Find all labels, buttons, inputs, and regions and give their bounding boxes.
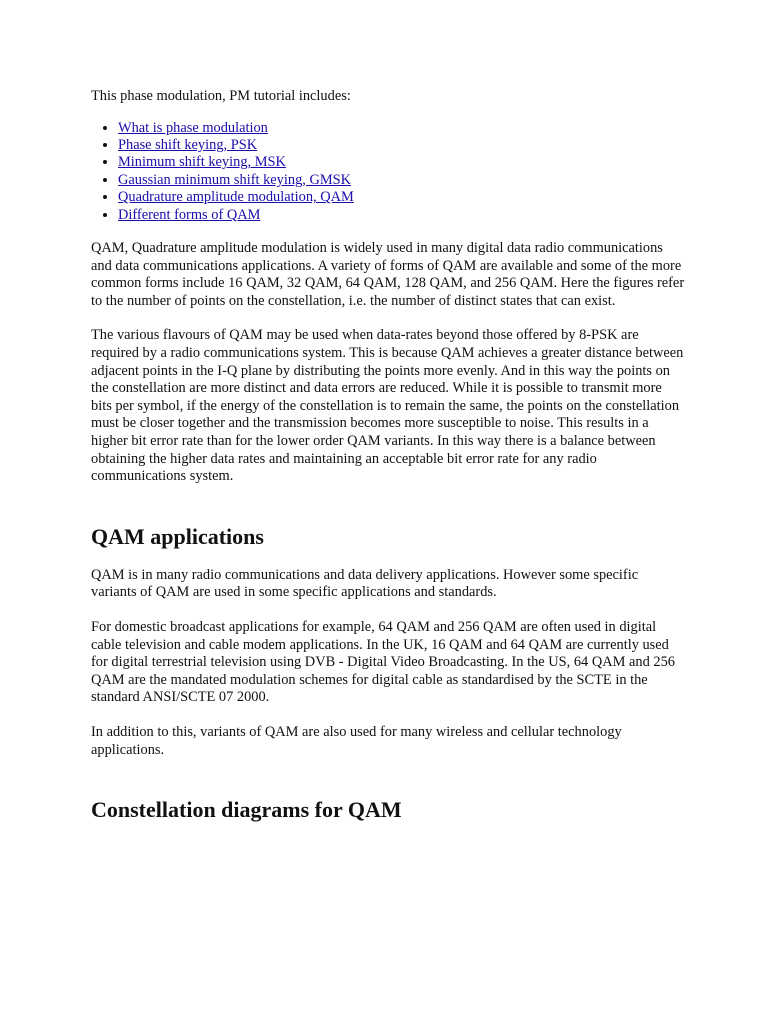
link-different-forms-of-qam[interactable]: Different forms of QAM — [118, 206, 261, 223]
link-quadrature-amplitude-modulation[interactable]: Quadrature amplitude modulation, QAM — [118, 189, 354, 206]
paragraph-applications-intro: QAM is in many radio communications and data delivery applications. However some specific variants of QAM are used in some specific applications and standards. — [91, 566, 639, 601]
list-item — [118, 137, 686, 154]
tutorial-contents-list — [91, 120, 686, 224]
list-item — [118, 172, 686, 189]
list-item — [118, 207, 686, 224]
heading-constellation-diagrams: Constellation diagrams for QAM — [91, 797, 402, 823]
list-item — [118, 120, 686, 137]
link-minimum-shift-keying[interactable]: Minimum shift keying, MSK — [118, 154, 286, 171]
heading-qam-applications: QAM applications — [91, 523, 264, 549]
link-what-is-phase-modulation[interactable]: What is phase modulation — [118, 119, 268, 136]
list-item — [118, 189, 686, 206]
intro-text: This phase modulation, PM tutorial includes: — [91, 88, 351, 104]
link-phase-shift-keying[interactable]: Phase shift keying, PSK — [118, 137, 258, 153]
paragraph-wireless-applications: In addition to this, variants of QAM are also used for many wireless and cellular technology applications. — [91, 723, 622, 758]
paragraph-qam-overview: QAM, Quadrature amplitude modulation is widely used in many digital data radio communications and data communications applications. A variety of forms of QAM are available and some of the more common forms include 16 QAM, 32 QAM, 64 QAM, 128 QAM, and 256 QAM. Here the figures refer to the number of points on the constellation, i.e. the number of distinct states that can exist. — [91, 240, 685, 309]
paragraph-broadcast-applications: For domestic broadcast applications for example, 64 QAM and 256 QAM are often used in digital cable television and cable modem applications. In the UK, 16 QAM and 64 QAM are currently used for digital terrestrial television using DVB - Digital Video Broadcasting. In the US, 64 QAM and 256 QAM are the mandated modulation schemes for digital cable as standardised by the SCTE in the standard ANSI/SCTE 07 2000. — [91, 618, 675, 706]
document-page — [91, 88, 686, 823]
paragraph-qam-flavours: The various flavours of QAM may be used when data-rates beyond those offered by 8-PSK are required by a radio communications system. This is because QAM achieves a greater distance between adjacent points in the I-Q plane by distributing the points more evenly. And in this way the points on the constellation are more distinct and data errors are reduced. While it is possible to transmit more bits per symbol, if the energy of the constellation is to remain the same, the points on the constellation must be closer together and the transmission becomes more susceptible to noise. This results in a higher bit error rate than for the lower order QAM variants. In this way there is a balance between obtaining the higher data rates and maintaining an acceptable bit error rate for any radio communications system. — [91, 327, 684, 485]
list-item — [118, 154, 686, 171]
link-gaussian-minimum-shift-keying[interactable]: Gaussian minimum shift keying, GMSK — [118, 171, 352, 188]
